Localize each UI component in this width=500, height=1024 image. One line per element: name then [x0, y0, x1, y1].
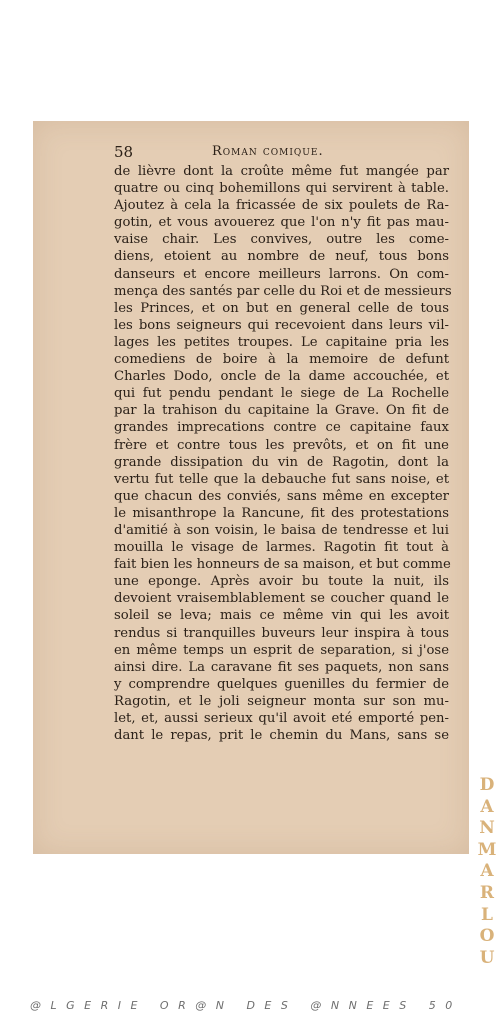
- text-line: let, et, aussi serieux qu'il avoit eté emporté pen-: [114, 711, 449, 726]
- text-line: Ragotin, et le joli seigneur monta sur son mu-: [114, 693, 449, 709]
- text-line: quatre ou cinq bohemillons qui servirent à table.: [114, 181, 449, 197]
- text-line: Ajoutez à cela la fricassée de six poulets de Ra-: [114, 198, 449, 214]
- text-line: mença des santés par celle du Roi et de messieurs: [114, 283, 452, 299]
- footer-caption: @LGERIE OR@N DES @NNEES 50: [30, 999, 462, 1012]
- watermark-letter: A: [480, 861, 494, 882]
- text-line: grande dissipation du vin de Ragotin, dont la: [114, 454, 449, 470]
- body-text: [114, 163, 452, 744]
- text-line: les bons seigneurs qui recevoient dans leurs vil-: [114, 317, 449, 333]
- text-line: danseurs et encore meilleurs larrons. On com-: [114, 266, 449, 282]
- text-line: y comprendre quelques guenilles du fermier de: [114, 676, 449, 692]
- watermark-letter: N: [479, 818, 495, 839]
- running-head: Roman comique.: [212, 144, 324, 159]
- text-line: vertu fut telle que la debauche fut sans noise, et: [114, 471, 449, 487]
- text-line: les Princes, et on but en general celle de tous: [114, 300, 449, 316]
- text-line: que chacun des conviés, sans même en excepter: [114, 488, 449, 504]
- text-line: qui fut pendu pendant le siege de La Rochelle: [114, 386, 449, 402]
- text-line: Charles Dodo, oncle de la dame accouchée, et: [114, 369, 449, 385]
- text-line: vaise chair. Les convives, outre les come-: [114, 232, 449, 248]
- text-line: rendus si tranquilles buveurs leur inspira à tous: [114, 625, 449, 641]
- text-line: lages les petites troupes. Le capitaine pria les: [114, 334, 449, 350]
- watermark-letter: U: [479, 947, 495, 968]
- text-line: comediens de boire à la memoire de defunt: [114, 352, 449, 368]
- watermark-letter: M: [477, 839, 497, 860]
- text-line: soleil se leva; mais ce même vin qui les avoit: [114, 608, 449, 624]
- text-line: en même temps un esprit de separation, si j'ose: [114, 642, 449, 658]
- watermark: [477, 775, 497, 969]
- text-line: gotin, et vous avouerez que l'on n'y fit pas mau-: [114, 215, 449, 231]
- text-line: devoient vraisemblablement se coucher quand le: [114, 591, 449, 607]
- watermark-letter: O: [479, 926, 495, 947]
- text-line: fait bien les honneurs de sa maison, et but comme: [114, 557, 451, 573]
- text-line: diens, etoient au nombre de neuf, tous bons: [114, 249, 449, 265]
- book-page: [33, 121, 469, 854]
- text-line: d'amitié à son voisin, le baisa de tendresse et lui: [114, 522, 449, 538]
- text-line: grandes imprecations contre ce capitaine faux: [114, 420, 449, 436]
- page-number: 58: [114, 143, 134, 161]
- watermark-letter: A: [480, 796, 494, 817]
- text-line: par la trahison du capitaine la Grave. On fit de: [114, 403, 449, 419]
- text-line: le misanthrope la Rancune, fit des protestations: [114, 505, 449, 521]
- text-line: frère et contre tous les prevôts, et on fit une: [114, 437, 449, 453]
- watermark-letter: D: [479, 775, 495, 795]
- text-line: mouilla le visage de larmes. Ragotin fit tout à: [114, 540, 449, 556]
- watermark-letter: L: [481, 904, 493, 925]
- text-line: ainsi dire. La caravane fit ses paquets, non sans: [114, 659, 449, 675]
- text-line: dant le repas, prit le chemin du Mans, sans se: [114, 728, 449, 744]
- watermark-letter: R: [479, 882, 495, 903]
- text-line: de lièvre dont la croûte même fut mangée par: [114, 164, 449, 179]
- text-line: une eponge. Après avoir bu toute la nuit, ils: [114, 574, 449, 590]
